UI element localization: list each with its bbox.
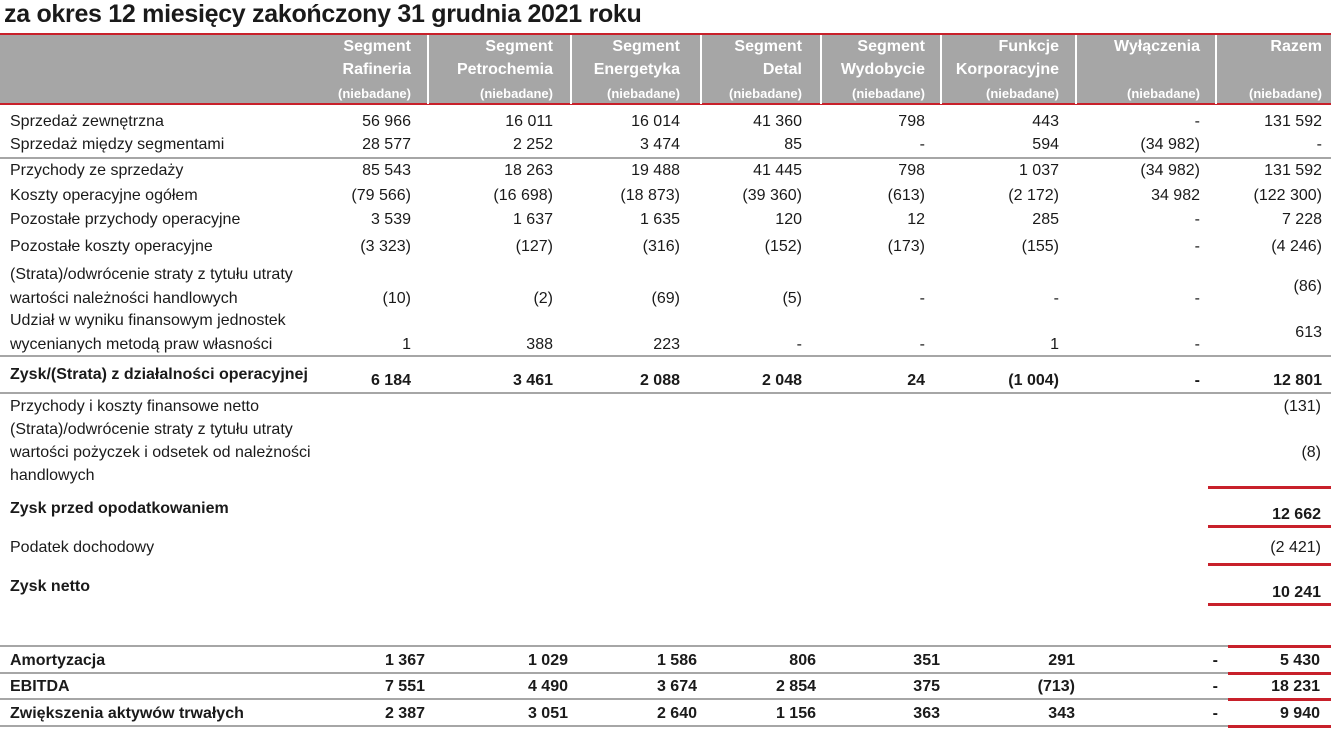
- table-cell: 2 088: [639, 372, 680, 389]
- header-col-7-l3: (niebadane): [1249, 86, 1322, 101]
- net-profit-total: 10 241: [1272, 584, 1321, 601]
- header-separator: [700, 35, 702, 104]
- table-cell: 24: [907, 372, 925, 389]
- table-cell: 3 539: [370, 211, 411, 228]
- table-cell: (79 566): [351, 187, 411, 204]
- table-cell: -: [1212, 678, 1218, 695]
- header-separator: [1215, 35, 1217, 104]
- row-label: Pozostałe koszty operacyjne: [10, 238, 213, 255]
- table-cell: 41 360: [753, 113, 802, 130]
- header-separator: [1075, 35, 1077, 104]
- table-cell: 4 490: [527, 678, 568, 695]
- table-cell: (5): [782, 290, 802, 307]
- table-cell: 1: [1050, 336, 1059, 353]
- row-rule: [0, 157, 1331, 159]
- header-col-4-l2: Wydobycie: [840, 61, 925, 78]
- table-cell: 7 228: [1281, 211, 1322, 228]
- table-cell: 343: [1048, 705, 1075, 722]
- table-cell: -: [1194, 372, 1200, 389]
- header-separator: [427, 35, 429, 104]
- header-separator: [940, 35, 942, 104]
- table-cell: 85 543: [362, 162, 411, 179]
- table-cell: 3 461: [512, 372, 553, 389]
- row-label: Sprzedaż między segmentami: [10, 136, 225, 153]
- header-col-2-l3: (niebadane): [607, 86, 680, 101]
- table-cell: 2 854: [775, 678, 816, 695]
- header-col-2-l2: Energetyka: [593, 61, 680, 78]
- table-cell: 41 445: [753, 162, 802, 179]
- finance-net-label: Przychody i koszty finansowe netto: [10, 398, 260, 415]
- total-rule: [1228, 645, 1331, 648]
- table-cell: (316): [642, 238, 680, 255]
- row-label: Sprzedaż zewnętrzna: [10, 113, 164, 130]
- row-label: Zysk/(Strata) z działalności operacyjnej: [10, 366, 308, 383]
- table-cell: (127): [515, 238, 553, 255]
- table-cell: 1 637: [512, 211, 553, 228]
- table-cell: 3 051: [527, 705, 568, 722]
- header-col-5: [935, 35, 1059, 104]
- table-cell: 1 586: [656, 652, 697, 669]
- table-cell: 18 231: [1271, 678, 1320, 695]
- header-col-0-l3: (niebadane): [338, 86, 411, 101]
- pretax-rule-top: [1208, 486, 1331, 489]
- header-col-3-l3: (niebadane): [729, 86, 802, 101]
- table-cell: 594: [1032, 136, 1059, 153]
- table-cell: -: [1194, 290, 1200, 307]
- table-cell: (3 323): [360, 238, 411, 255]
- header-col-1: [440, 35, 553, 104]
- table-cell: 18 263: [504, 162, 553, 179]
- table-cell: -: [1316, 136, 1322, 153]
- table-cell: 16 011: [505, 113, 553, 130]
- header-col-3-l1: Segment: [734, 38, 802, 55]
- table-cell: (39 360): [742, 187, 802, 204]
- tax-total: (2 421): [1270, 539, 1321, 556]
- table-cell: 131 592: [1264, 162, 1322, 179]
- table-cell: (152): [764, 238, 802, 255]
- table-cell: (2): [533, 290, 553, 307]
- table-cell: (34 982): [1140, 162, 1200, 179]
- table-cell: 291: [1048, 652, 1075, 669]
- table-cell: (69): [651, 290, 680, 307]
- pretax-total: 12 662: [1272, 506, 1321, 523]
- row-label: (Strata)/odwrócenie straty z tytułu utraty: [10, 266, 293, 283]
- header-col-6-l1: Wyłączenia: [1114, 38, 1200, 55]
- table-cell: 806: [789, 652, 816, 669]
- table-cell: -: [1212, 705, 1218, 722]
- header-col-5-l2: Korporacyjne: [955, 61, 1059, 78]
- header-col-5-l3: (niebadane): [986, 86, 1059, 101]
- tax-rule-bottom: [1208, 563, 1331, 566]
- header-col-6-l3: (niebadane): [1127, 86, 1200, 101]
- row-label: EBITDA: [10, 678, 70, 695]
- row-rule: [0, 645, 1331, 647]
- table-cell: 16 014: [631, 113, 680, 130]
- table-cell: 1 367: [384, 652, 425, 669]
- table-cell: -: [1194, 238, 1200, 255]
- table-cell: 223: [653, 336, 680, 353]
- header-col-2: [570, 35, 680, 104]
- header-col-4-l1: Segment: [857, 38, 925, 55]
- header-col-0: [300, 35, 411, 104]
- table-cell: 1: [402, 336, 411, 353]
- table-cell: 6 184: [370, 372, 411, 389]
- table-cell: 3 474: [639, 136, 680, 153]
- table-cell: (613): [887, 187, 925, 204]
- header-col-0-l2: Rafineria: [342, 61, 411, 78]
- row-label: wartości należności handlowych: [10, 290, 238, 307]
- row-label: Przychody ze sprzedaży: [10, 162, 184, 179]
- row-label: Pozostałe przychody operacyjne: [10, 211, 241, 228]
- table-cell: 1 635: [639, 211, 680, 228]
- table-cell: 12: [907, 211, 925, 228]
- pretax-rule-bottom: [1208, 525, 1331, 528]
- net-profit-rule-bottom: [1208, 603, 1331, 606]
- header-separator: [570, 35, 572, 104]
- table-cell: -: [919, 136, 925, 153]
- table-cell: 2 387: [384, 705, 425, 722]
- tax-label: Podatek dochodowy: [10, 539, 155, 556]
- table-cell: 3 674: [656, 678, 697, 695]
- table-cell: 798: [898, 162, 925, 179]
- row-rule: [0, 725, 1331, 727]
- table-cell: -: [1053, 290, 1059, 307]
- finance-net-total: (131): [1283, 398, 1321, 415]
- table-cell: 613: [1295, 324, 1322, 341]
- row-label: Udział w wyniku finansowym jednostek: [10, 312, 286, 329]
- row-label: wycenianych metodą praw własności: [10, 336, 273, 353]
- table-cell: 285: [1032, 211, 1059, 228]
- table-cell: (18 873): [620, 187, 680, 204]
- header-separator: [820, 35, 822, 104]
- row-rule: [0, 698, 1331, 700]
- row-rule: [0, 355, 1331, 357]
- table-cell: -: [1194, 336, 1200, 353]
- row-label: Zwiększenia aktywów trwałych: [10, 705, 244, 722]
- table-cell: (4 246): [1271, 238, 1322, 255]
- header-col-3: [700, 35, 802, 104]
- table-cell: 443: [1032, 113, 1059, 130]
- table-cell: 56 966: [362, 113, 411, 130]
- table-cell: -: [919, 290, 925, 307]
- net-profit-label: Zysk netto: [10, 578, 91, 595]
- header-col-4: [820, 35, 925, 104]
- table-cell: -: [1194, 211, 1200, 228]
- header-col-1-l3: (niebadane): [480, 86, 553, 101]
- table-cell: 2 048: [761, 372, 802, 389]
- loans-total: (8): [1301, 444, 1321, 461]
- table-cell: 28 577: [362, 136, 411, 153]
- header-col-1-l2: Petrochemia: [456, 61, 553, 78]
- table-cell: (2 172): [1008, 187, 1059, 204]
- table-cell: 12 801: [1273, 372, 1322, 389]
- header-col-7-l1: Razem: [1270, 38, 1322, 55]
- table-cell: 1 156: [775, 705, 816, 722]
- total-rule: [1228, 698, 1331, 701]
- table-cell: (10): [382, 290, 411, 307]
- table-cell: 19 488: [631, 162, 680, 179]
- row-rule: [0, 672, 1331, 674]
- header-col-2-l1: Segment: [612, 38, 680, 55]
- header-col-7: [1210, 35, 1322, 104]
- header-col-3-l2: Detal: [762, 61, 802, 78]
- pretax-label: Zysk przed opodatkowaniem: [10, 500, 229, 517]
- header-col-6: [1070, 35, 1200, 104]
- table-cell: -: [1212, 652, 1218, 669]
- table-cell: 388: [526, 336, 553, 353]
- page-title: za okres 12 miesięcy zakończony 31 grudnia 2021 roku: [4, 0, 642, 28]
- table-cell: (122 300): [1253, 187, 1322, 204]
- table-cell: (16 698): [493, 187, 553, 204]
- header-col-0-l1: Segment: [343, 38, 411, 55]
- table-cell: (34 982): [1140, 136, 1200, 153]
- table-cell: 34 982: [1151, 187, 1200, 204]
- header-col-1-l1: Segment: [485, 38, 553, 55]
- table-cell: (1 004): [1008, 372, 1059, 389]
- table-cell: 9 940: [1279, 705, 1320, 722]
- table-cell: (173): [887, 238, 925, 255]
- table-cell: 1 029: [527, 652, 568, 669]
- table-cell: 7 551: [384, 678, 425, 695]
- table-cell: (713): [1037, 678, 1075, 695]
- table-cell: 120: [775, 211, 802, 228]
- total-rule: [1228, 725, 1331, 728]
- header-col-4-l3: (niebadane): [852, 86, 925, 101]
- loans-label-line-2: wartości pożyczek i odsetek od należności: [10, 444, 311, 461]
- table-cell: 5 430: [1279, 652, 1320, 669]
- table-cell: 2 640: [656, 705, 697, 722]
- table-cell: -: [796, 336, 802, 353]
- table-cell: 2 252: [512, 136, 553, 153]
- loans-label-line-1: (Strata)/odwrócenie straty z tytułu utraty: [10, 421, 293, 438]
- table-cell: 375: [913, 678, 940, 695]
- table-cell: 1 037: [1018, 162, 1059, 179]
- table-cell: 85: [784, 136, 802, 153]
- table-cell: (155): [1021, 238, 1059, 255]
- row-label: Koszty operacyjne ogółem: [10, 187, 198, 204]
- table-cell: (86): [1293, 278, 1322, 295]
- table-cell: 131 592: [1264, 113, 1322, 130]
- table-cell: 798: [898, 113, 925, 130]
- table-cell: -: [1194, 113, 1200, 130]
- row-label: Amortyzacja: [10, 652, 106, 669]
- header-col-5-l1: Funkcje: [998, 38, 1059, 55]
- table-cell: 351: [913, 652, 940, 669]
- row-rule: [0, 392, 1331, 394]
- table-cell: 363: [913, 705, 940, 722]
- table-cell: -: [919, 336, 925, 353]
- loans-label-line-3: handlowych: [10, 467, 95, 484]
- total-rule: [1228, 672, 1331, 675]
